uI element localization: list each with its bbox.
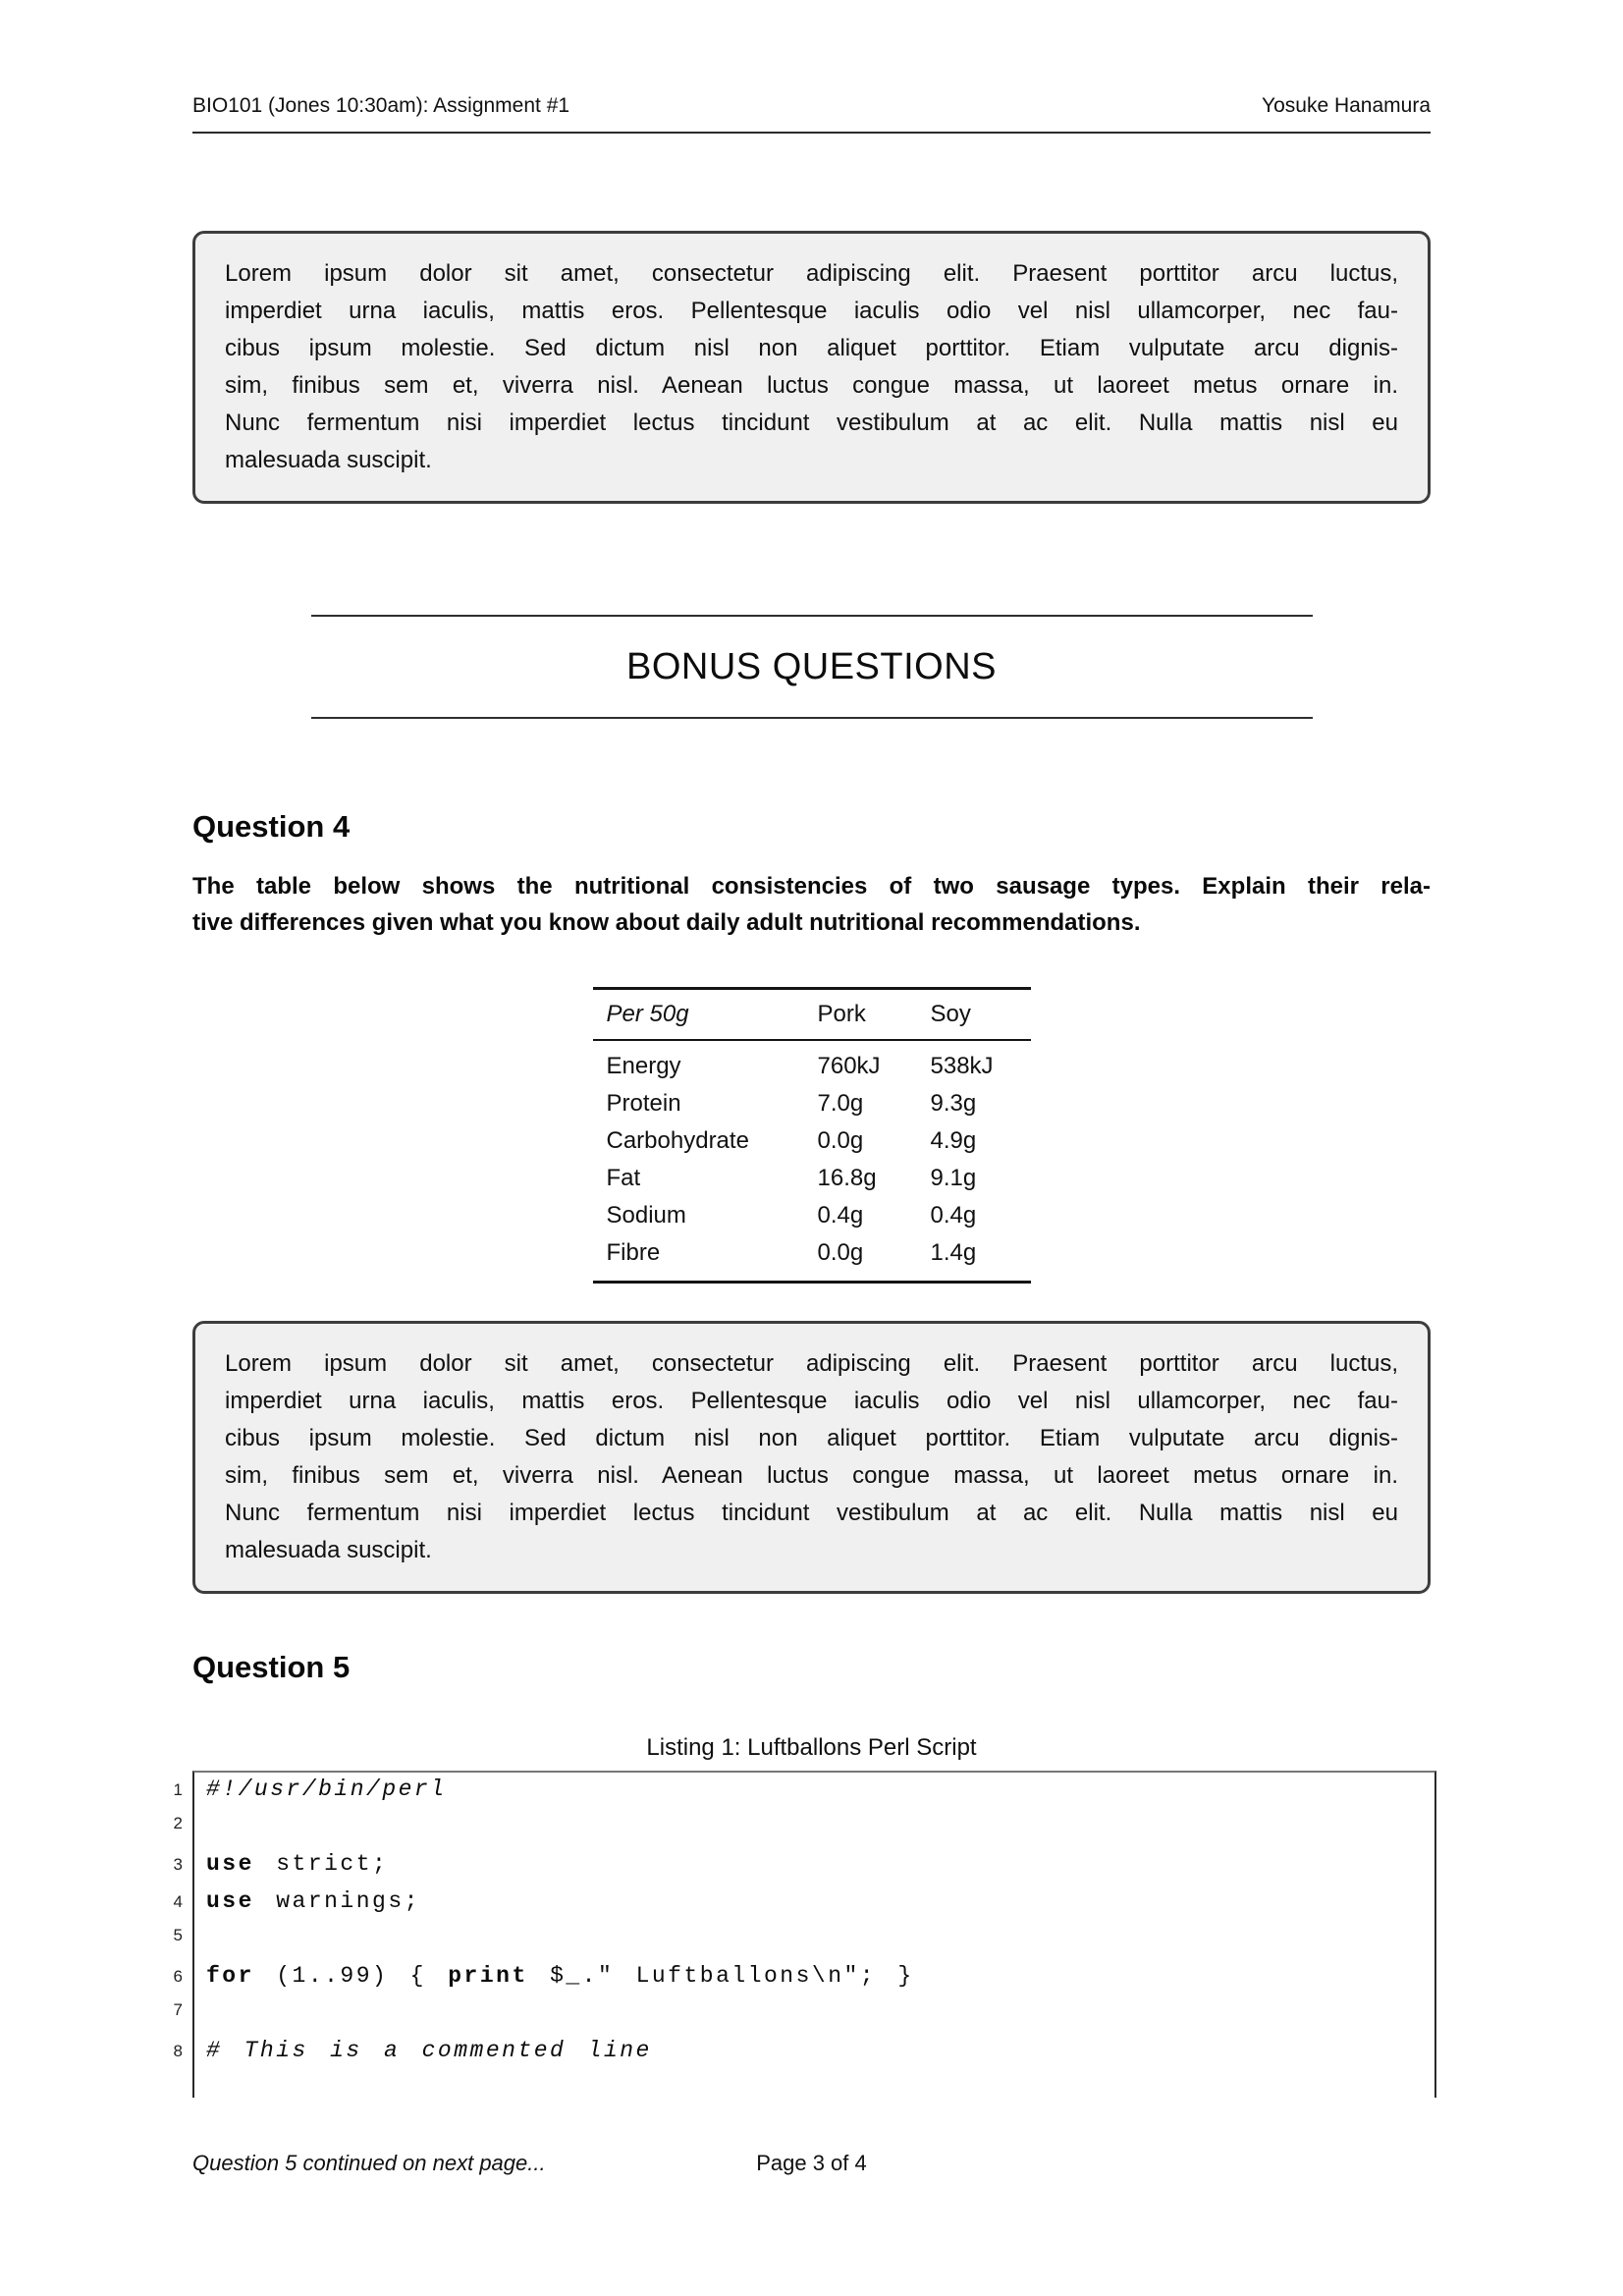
code-line-number: 8 [173, 2042, 183, 2060]
code-line [147, 1814, 1427, 1851]
nutrition-col-header: Soy [930, 1001, 971, 1027]
note-line: malesuada suscipit. [225, 1537, 432, 1563]
header-course-title: BIO101 (Jones 10:30am): Assignment #1 [192, 94, 570, 117]
code-line [147, 1963, 1427, 2000]
code-line [147, 1777, 1427, 1814]
nutrition-table-body [593, 1041, 1031, 1281]
note-line: cibus ipsum molestie. Sed dictum nisl non aliquet porttitor. Etiam vulputate arcu dignis- [225, 1425, 1398, 1451]
code-line [147, 1926, 1427, 1963]
code-line-number: 7 [173, 2000, 183, 2019]
prompt-line: tive differences given what you know about daily adult nutritional recommendations. [192, 909, 1141, 936]
code-line-number: 2 [173, 1814, 183, 1832]
table-row [593, 1160, 1031, 1197]
code-line-text [206, 2038, 652, 2063]
code-line [147, 2038, 1427, 2075]
nutrient-value: 0.0g [817, 1127, 864, 1154]
nutrient-label: Fibre [606, 1239, 661, 1266]
code-segment-plain: strict; [253, 1851, 389, 1877]
nutrition-table-header-row [593, 990, 1031, 1041]
nutrition-table [0, 987, 1623, 1284]
code-line [147, 2000, 1427, 2038]
nutrient-value: 0.4g [817, 1202, 864, 1229]
code-segment-comment: #!/usr/bin/perl [206, 1777, 447, 1802]
code-line-text [206, 1777, 447, 1802]
nutrient-value: 4.9g [930, 1127, 977, 1154]
table-row [593, 1085, 1031, 1122]
code-segment-kw: use [206, 1888, 254, 1914]
nutrient-value: 9.3g [930, 1090, 977, 1117]
note-line: cibus ipsum molestie. Sed dictum nisl non aliquet porttitor. Etiam vulputate arcu dignis- [225, 335, 1398, 361]
code-segment-comment: # This is a commented line [206, 2038, 652, 2063]
question-4-prompt [192, 868, 1431, 941]
code-segment-plain: (1..99) { [253, 1963, 449, 1989]
bonus-section-header [192, 615, 1431, 719]
code-segment-plain: $_." Luftballons\n"; } [527, 1963, 914, 1989]
table-row [593, 1197, 1031, 1234]
code-line-number: 5 [173, 1926, 183, 1944]
header-author-name: Yosuke Hanamura [1262, 94, 1431, 117]
nutrient-label: Sodium [606, 1202, 686, 1229]
note-line: sim, finibus sem et, viverra nisl. Aenean luctus congue massa, ut laoreet metus ornare in. [225, 372, 1398, 399]
nutrient-label: Carbohydrate [606, 1127, 749, 1154]
code-segment-kw: for [206, 1963, 254, 1989]
nutrient-value: 0.0g [817, 1239, 864, 1266]
note-line: imperdiet urna iaculis, mattis eros. Pellentesque iaculis odio vel nisl ullamcorper, nec fau- [225, 1388, 1398, 1414]
code-line-number: 6 [173, 1967, 183, 1986]
code-line-text [206, 1851, 388, 1877]
note-line: imperdiet urna iaculis, mattis eros. Pellentesque iaculis odio vel nisl ullamcorper, nec fau- [225, 298, 1398, 324]
page-header [192, 94, 1431, 134]
instructions-box [192, 231, 1431, 504]
nutrient-label: Energy [606, 1053, 681, 1079]
table-row [593, 1234, 1031, 1272]
table-row [593, 1122, 1031, 1160]
prompt-line: The table below shows the nutritional consistencies of two sausage types. Explain their rela- [192, 873, 1431, 900]
code-line-number: 4 [173, 1892, 183, 1911]
code-line-text [206, 1963, 914, 1989]
listing-caption: Listing 1: Luftballons Perl Script [646, 1734, 977, 1761]
note-line: Lorem ipsum dolor sit amet, consectetur adipiscing elit. Praesent porttitor arcu luctus, [225, 260, 1398, 287]
note-line: Lorem ipsum dolor sit amet, consectetur adipiscing elit. Praesent porttitor arcu luctus, [225, 1350, 1398, 1377]
section-title: BONUS QUESTIONS [626, 645, 997, 687]
nutrient-value: 16.8g [817, 1165, 877, 1191]
nutrient-label: Protein [606, 1090, 681, 1117]
nutrient-label: Fat [606, 1165, 641, 1191]
table-row [593, 1048, 1031, 1085]
code-line-number: 3 [173, 1855, 183, 1874]
nutrient-value: 9.1g [930, 1165, 977, 1191]
footer-page-number: Page 3 of 4 [756, 2151, 867, 2175]
code-line-number: 1 [173, 1780, 183, 1799]
nutrition-table-inner [593, 987, 1031, 1284]
code-line-text [206, 1888, 420, 1914]
code-segment-kw: use [206, 1851, 254, 1877]
nutrient-value: 1.4g [930, 1239, 977, 1266]
answer-box [192, 1321, 1431, 1594]
code-segment-plain: warnings; [253, 1888, 420, 1914]
code-segment-kw: print [448, 1963, 528, 1989]
question-5-heading: Question 5 [192, 1650, 351, 1684]
code-line [147, 1888, 1427, 1926]
nutrient-value: 0.4g [930, 1202, 977, 1229]
nutrient-value: 760kJ [817, 1053, 881, 1079]
footer-continuation-note: Question 5 continued on next page... [192, 2151, 546, 2175]
code-listing [147, 1777, 1427, 2075]
note-line: Nunc fermentum nisi imperdiet lectus tincidunt vestibulum at ac elit. Nulla mattis nisl eu [225, 1500, 1398, 1526]
section-rule-bottom [311, 717, 1313, 719]
note-line: malesuada suscipit. [225, 447, 432, 473]
nutrition-col-header: Per 50g [606, 1001, 689, 1027]
note-line: sim, finibus sem et, viverra nisl. Aenean luctus congue massa, ut laoreet metus ornare in. [225, 1462, 1398, 1489]
question-4-heading: Question 4 [192, 809, 351, 844]
nutrient-value: 7.0g [817, 1090, 864, 1117]
note-line: Nunc fermentum nisi imperdiet lectus tincidunt vestibulum at ac elit. Nulla mattis nisl eu [225, 410, 1398, 436]
code-line [147, 1851, 1427, 1888]
nutrient-value: 538kJ [930, 1053, 994, 1079]
nutrition-col-header: Pork [817, 1001, 866, 1027]
